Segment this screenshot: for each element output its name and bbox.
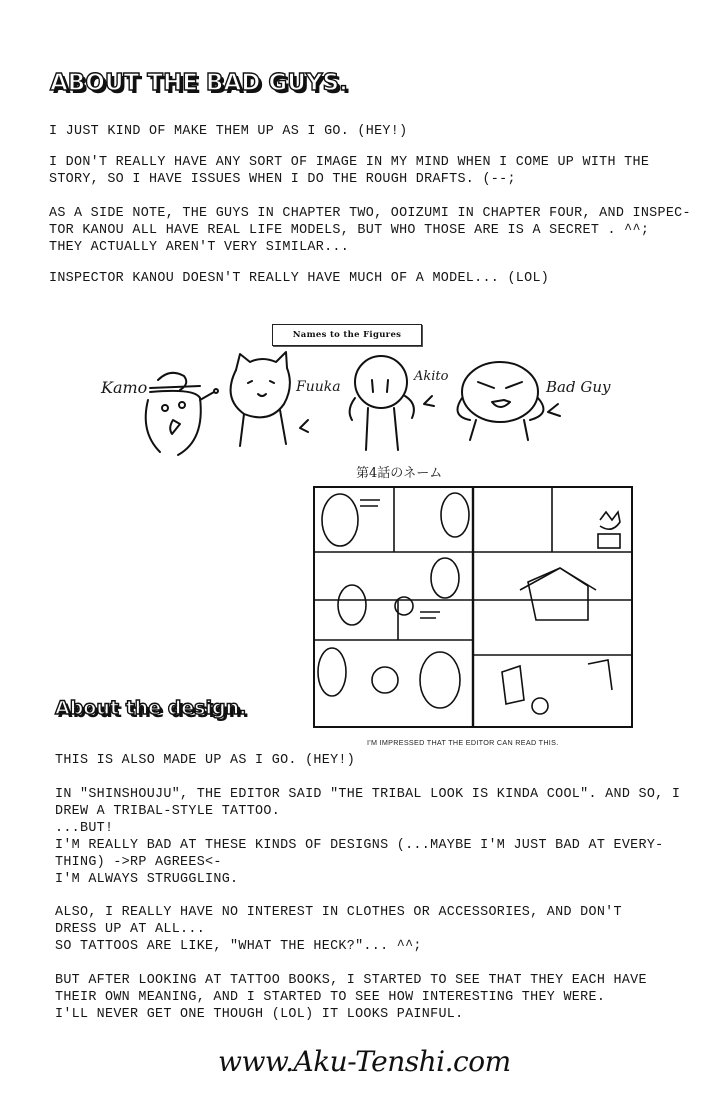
site-url-watermark: www.Aku-Tenshi.com [218,1045,511,1078]
paragraph-2: I DON'T REALLY HAVE ANY SORT OF IMAGE IN MY MIND WHEN I COME UP WITH THE STORY, SO I HAVE ISSUES WHEN I DO THE ROUGH DRAFTS. (--; [49,155,650,187]
section-heading-bad-guys: ABOUT THE BAD GUYS. [50,70,348,96]
kamo-doodle [146,373,218,455]
figures-caption: Names to the Figures [292,330,402,340]
paragraph-4: INSPECTOR KANOU DOESN'T REALLY HAVE MUCH OF A MODEL... (LOL) [49,271,550,286]
storyboard-sketch [314,487,632,727]
bad-guy-doodle [458,362,561,440]
storyboard-caption: I'M IMPRESSED THAT THE EDITOR CAN READ THIS. [367,738,559,747]
paragraph-8: BUT AFTER LOOKING AT TATTOO BOOKS, I STARTED TO SEE THAT THEY EACH HAVE THEIR OWN MEANING, AND I STARTED TO SEE HOW INTERESTING THEY WERE. I'LL NEVER GET ONE THOUGH (LOL) IT LOOKS PAINFUL. [55,973,647,1022]
paragraph-5: THIS IS ALSO MADE UP AS I GO. (HEY!) [55,753,356,768]
storyboard-title: 第4話のネーム [356,466,443,481]
paragraph-1: I JUST KIND OF MAKE THEM UP AS I GO. (HEY!) [49,124,408,139]
figure-label-kamo: Kamo [101,378,148,397]
section-heading-design: About the design. [55,697,247,719]
figure-label-bad-guy: Bad Guy [546,378,611,396]
paragraph-7: ALSO, I REALLY HAVE NO INTEREST IN CLOTHES OR ACCESSORIES, AND DON'T DRESS UP AT ALL... SO TATTOOS ARE LIKE, "WHAT THE HECK?"... ^^; [55,905,622,954]
fuuka-doodle [231,352,308,446]
figure-label-fuuka: Fuuka [296,379,341,395]
figure-label-akito: Akito [414,369,449,384]
paragraph-3: AS A SIDE NOTE, THE GUYS IN CHAPTER TWO, OOIZUMI IN CHAPTER FOUR, AND INSPEC- TOR KANOU ALL HAVE REAL LIFE MODELS, BUT WHO THOSE ARE IS A SECRET . ^^; THEY ACTUALLY AREN'T VERY SIMILAR... [49,206,691,255]
paragraph-6: IN "SHINSHOUJU", THE EDITOR SAID "THE TRIBAL LOOK IS KINDA COOL". AND SO, I DREW A TRIBAL-STYLE TATTOO. ...BUT! I'M REALLY BAD AT THESE KINDS OF DESIGNS (...MAYBE I'M JUST BAD AT EVERY- THING) ->RP AGREES<- I'M ALWAYS STRUGGLING. [55,787,681,887]
